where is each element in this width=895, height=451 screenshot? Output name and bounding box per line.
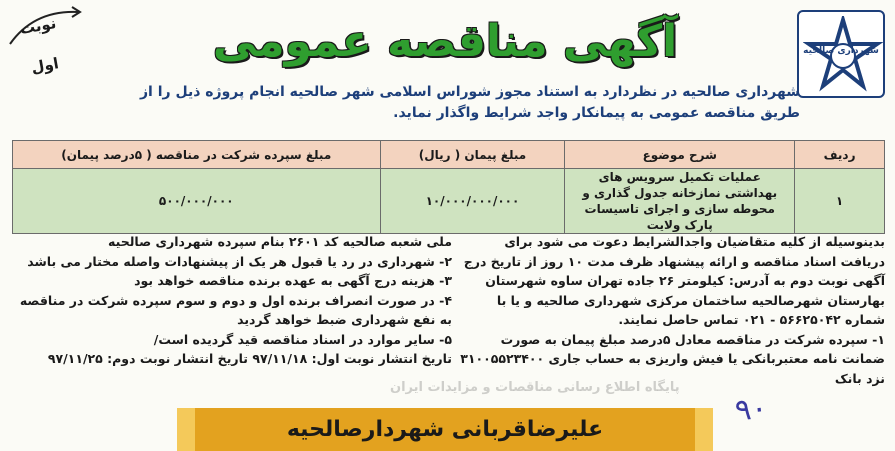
municipality-logo <box>797 10 885 98</box>
condition-item-1: ۱- سپرده شرکت در مناقصه معادل ۵درصد مبلغ پیمان به صورت ضمانت نامه معتبربانکی یا فیش واریزی به حساب جاری ۳۱۰۰۵۵۲۳۴۰۰ نزد بانک <box>460 331 885 386</box>
header-index: ردیف <box>795 141 885 169</box>
turn-label: نوبت اول <box>18 13 61 77</box>
header-deposit: مبلغ سپرده شرکت در مناقصه ( ۵درصد پیمان) <box>13 141 381 169</box>
conditions-right-column <box>460 232 885 388</box>
cell-description: عملیات تکمیل سرویس های بهداشتی نمازخانه جدول گذاری و محوطه سازی و اجرای تاسیسات پارک ولایت <box>565 169 795 234</box>
condition-item-5: ۵- سایر موارد در اسناد مناقصه قید گردیده است/ <box>153 331 452 347</box>
logo-text: شهرداری صالحیه <box>803 46 879 56</box>
conditions-left-column <box>12 232 452 369</box>
invitation-paragraph: بدینوسیله از کلیه متقاضیان واجدالشرایط دعوت می شود برای دریافت اسناد مناقصه و ارائه پیشنهاد ظرف مدت ۱۰ روز از تاریخ درج آگهی نوبت دوم به آدرس: کیلومتر ۲۶ جاده تهران ساوه شهرستان بهارستان شهرصالحیه ساختمان مرکزی شهرداری صالحیه و یا با شماره ۵۶۶۲۵۰۴۲ - ۰۲۱ تماس حاصل نمایند. <box>463 234 885 327</box>
handwritten-number: ۹۰ <box>733 390 769 429</box>
signature-banner: علیرضاقربانی شهردارصالحیه <box>195 408 695 451</box>
publication-dates: تاریخ انتشار نوبت اول: ۹۷/۱۱/۱۸ تاریخ انتشار نوبت دوم: ۹۷/۱۱/۲۵ <box>47 351 452 366</box>
page-title: آگهی مناقصه عمومی <box>212 16 678 67</box>
tender-table <box>12 140 885 234</box>
condition-item-4: ۴- در صورت انصراف برنده اول و دوم و سوم سپرده شرکت در مناقصه به نفع شهرداری ضبط خواهد گردید <box>19 292 452 327</box>
watermark-text: پایگاه اطلاع رسانی مناقصات و مزایدات ایران <box>390 380 680 395</box>
footer-right-edge <box>695 408 713 451</box>
cell-deposit: ۵۰۰/۰۰۰/۰۰۰ <box>13 169 381 234</box>
conditions-section <box>12 232 885 402</box>
cell-index: ۱ <box>795 169 885 234</box>
condition-item-3: ۳- هزینه درج آگهی به عهده برنده مناقصه خواهد بود <box>134 273 452 288</box>
table-header-row <box>13 141 885 169</box>
condition-item-1-continued: ملی شعبه صالحیه کد ۲۶۰۱ بنام سپرده شهرداری صالحیه <box>108 234 452 249</box>
header-description: شرح موضوع <box>565 141 795 169</box>
table-row <box>13 169 885 234</box>
logo-emblem-icon <box>803 16 883 96</box>
footer-left-edge <box>177 408 195 451</box>
intro-text: شهرداری صالحیه در نظردارد به استناد مجوز شوراس اسلامی شهر صالحیه انجام پروژه ذیل را از طریق مناقصه عمومی به پیمانکار واجد شرایط واگذار نماید. <box>139 84 800 121</box>
header-amount: مبلغ پیمان ( ریال) <box>380 141 565 169</box>
cell-amount: ۱۰/۰۰۰/۰۰۰/۰۰۰ <box>380 169 565 234</box>
condition-item-2: ۲- شهرداری در رد یا قبول هر یک از پیشنهادات واصله مختار می باشد <box>27 253 452 269</box>
